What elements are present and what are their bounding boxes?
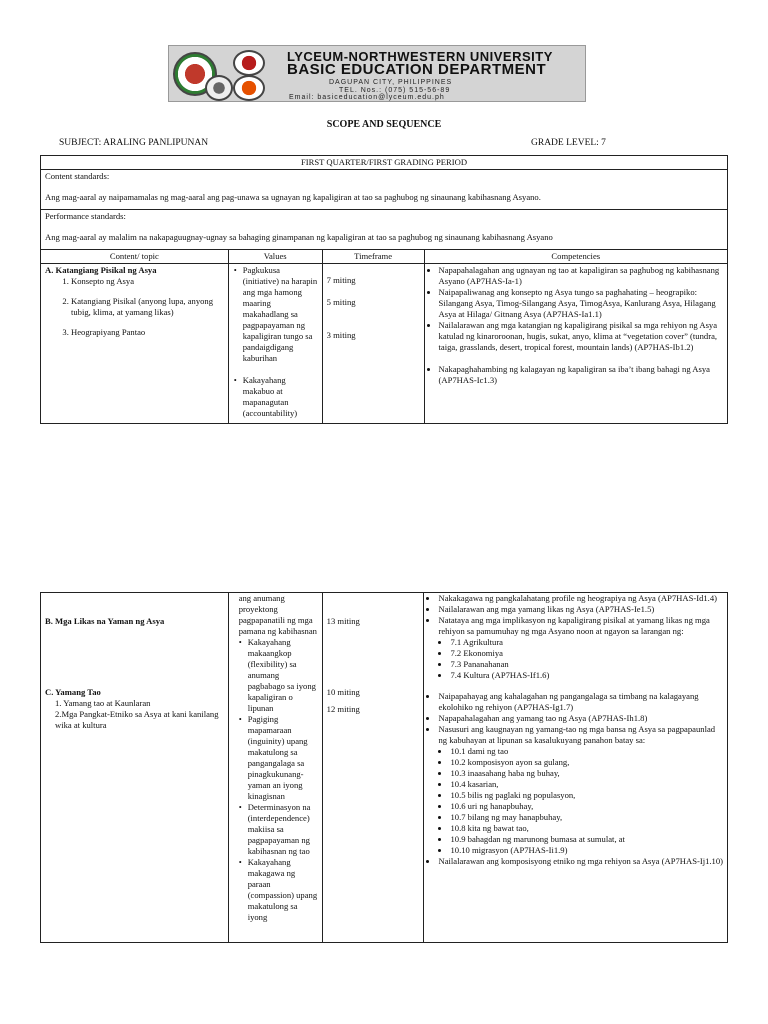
topic-item: 1. Konsepto ng Asya	[71, 276, 224, 287]
value-item: • Kakayahang makaangkop (flexibility) sa anumang pagbabago sa iyong kapaligiran o lipunan	[248, 637, 318, 714]
department-seal-icon	[205, 75, 233, 101]
sector-item: • 7.2 Ekonomiya	[450, 648, 723, 659]
topic-cell	[41, 264, 229, 424]
school-banner	[168, 45, 586, 102]
performance-standards-text: Ang mag-aaral ay malalim na nakapaguugnay-ugnay sa bahaging ginampanan ng kapaligiran at tao sa paghubog ng sinaunang kabihasnang Asyano	[45, 232, 553, 242]
timeframe-item: 5 miting	[326, 297, 356, 307]
column-header-topic: Content/ topic	[41, 250, 229, 264]
values-cell	[228, 264, 322, 424]
competency-item: • Naipapahayag ang kahalagahan ng pangangalaga sa timbang na kalagayang ekolohiko ng rehiyon (AP7HAS-Ig1.7)	[438, 691, 723, 713]
factor-item: • 10.10 migrasyon (AP7HAS-Ii1.9)	[450, 845, 723, 856]
sector-item: • 7.3 Pananahanan	[450, 659, 723, 670]
grade-level-label: GRADE LEVEL: 7	[531, 138, 606, 148]
timeframe-item: 12 miting	[326, 704, 360, 714]
competency-item: • Natataya ang mga implikasyon ng kapaligirang pisikal at yamang likas ng mga rehiyon sa pamumuhay ng mga Asyano noon at ngayon sa larangan ng:	[438, 615, 723, 637]
competency-item: • Nakapaghahambing ng kalagayan ng kapaligiran sa iba’t ibang bahagi ng Asya (AP7HAS-Ic1.3)	[439, 364, 723, 386]
topic-item: 3. Heograpiyang Pantao	[71, 327, 224, 338]
subject-label: SUBJECT: ARALING PANLIPUNAN	[59, 138, 209, 148]
document-title: SCOPE AND SEQUENCE	[326, 119, 442, 130]
university-name: LYCEUM-NORTHWESTERN UNIVERSITY	[287, 49, 553, 64]
column-header-timeframe: Timeframe	[322, 250, 424, 264]
column-header-competencies: Competencies	[424, 250, 727, 264]
timeframe-item: 3 miting	[326, 330, 356, 340]
topic-title: A. Katangiang Pisikal ng Asya	[45, 265, 157, 275]
column-header-values: Values	[228, 250, 322, 264]
competencies-cell	[424, 264, 727, 424]
sector-item: • 7.1 Agrikultura	[450, 637, 723, 648]
competency-item: • Napapahalagahan ang ugnayan ng tao at kapaligiran sa paghubog ng kabihasnang Asyano (AP7HAS-Ia-1)	[439, 265, 723, 287]
emblem-icon-2	[233, 75, 265, 101]
topic-title-resources: B. Mga Likas na Yaman ng Asya	[45, 616, 165, 626]
timeframe-cell-continued	[322, 593, 424, 943]
scope-table-first-quarter	[40, 155, 728, 424]
performance-standards-cell	[41, 210, 728, 250]
factor-item: • 10.1 dami ng tao	[450, 746, 723, 757]
value-item: • Kakayahang makagawa ng paraan (compassion) upang makatulong sa iyong	[248, 857, 318, 923]
topic-item: 1. Yamang tao at Kaunlaran	[55, 698, 151, 708]
content-standards-text: Ang mag-aaral ay naipamamalas ng mag-aaral ang pag-unawa sa ugnayan ng kapaligiran at tao sa paghubog ng sinaunang kabihasnang Asyano.	[45, 192, 541, 202]
factor-item: • 10.4 kasarian,	[450, 779, 723, 790]
factor-item: • 10.3 inaasahang haba ng buhay,	[450, 768, 723, 779]
competency-item: • Nailalarawan ang komposisyong etniko ng mga rehiyon sa Asya (AP7HAS-Ij1.10)	[438, 856, 723, 867]
competency-item: • Naipapaliwanag ang konsepto ng Asya tungo sa paghahating – heograpiko: Silangang Asya, Timog-Silangang Asya, TimogAsya, Kanlurang Asya, Hilagang Asya at Hilaga/ Gitnang Asya (AP7HAS-Ia1.1)	[439, 287, 723, 320]
department-name: BASIC EDUCATION DEPARTMENT	[287, 61, 547, 78]
value-item: • Kakayahang makabuo at mapanagutan (accountability)	[243, 375, 318, 419]
timeframe-item: 7 miting	[326, 275, 356, 285]
competency-item: • Nailalarawan ang mga katangian ng kapaligirang pisikal sa mga rehiyon ng Asya katulad ng kinaroroonan, hugis, sukat, anyo, klima at “vegetation cover” (tundra, taiga, grasslands, desert, tropical forest, mountain lands) (AP7HAS-Ib1.2)	[439, 320, 723, 353]
competencies-cell-continued	[424, 593, 728, 943]
timeframe-item: 10 miting	[326, 687, 360, 697]
topic-title-human-resources: C. Yamang Tao	[45, 687, 101, 697]
scope-table-continued	[40, 592, 728, 943]
topic-item: 2.Mga Pangkat-Etniko sa Asya at kani kanilang wika at kultura	[55, 709, 219, 730]
topic-item: 2. Katangiang Pisikal (anyong lupa, anyong tubig, klima, at yamang likas)	[71, 296, 224, 318]
content-standards-label: Content standards:	[45, 171, 110, 181]
value-item: • Determinasyon na (interdependence) makiisa sa pagpapayaman ng kabihasnan ng tao	[248, 802, 318, 857]
value-item: • Pagiging mapamaraan (inguinity) upang makatulong sa pangangalaga sa pinagkukunang-yaman an iyong kinagisnan	[248, 714, 318, 802]
school-location: DAGUPAN CITY, PHILIPPINES	[329, 79, 453, 86]
factor-item: • 10.9 bahagdan ng marunong bumasa at sumulat, at	[450, 834, 723, 845]
school-email: Email: basiceducation@lyceum.edu.ph	[289, 94, 445, 101]
factor-item: • 10.2 komposisyon ayon sa gulang,	[450, 757, 723, 768]
factor-item: • 10.5 bilis ng paglaki ng populasyon,	[450, 790, 723, 801]
topic-cell-continued	[41, 593, 229, 943]
emblem-icon	[233, 50, 265, 76]
grading-period-header: FIRST QUARTER/FIRST GRADING PERIOD	[41, 156, 728, 170]
school-telephone: TEL. Nos.: (075) 515-56-89	[339, 87, 451, 94]
competency-item: • Nailalarawan ang mga yamang likas ng Asya (AP7HAS-Ie1.5)	[438, 604, 723, 615]
timeframe-item: 13 miting	[326, 616, 360, 626]
sector-item: • 7.4 Kultura (AP7HAS-If1.6)	[450, 670, 723, 681]
value-item-continued: ang anumang proyektong pagpapanatili ng mga pamana ng kabihasnan	[238, 593, 317, 636]
values-cell-continued	[228, 593, 322, 943]
factor-item: • 10.8 kita ng bawat tao,	[450, 823, 723, 834]
factor-item: • 10.7 bilang ng may hanapbuhay,	[450, 812, 723, 823]
competency-item: • Nasusuri ang kaugnayan ng yamang-tao ng mga bansa ng Asya sa pagpapaunlad ng kabuhayan at lipunan sa kasalukuyang panahon batay sa:	[438, 724, 723, 746]
timeframe-cell	[322, 264, 424, 424]
competency-item: • Napapahalagahan ang yamang tao ng Asya (AP7HAS-Ih1.8)	[438, 713, 723, 724]
competency-item: • Nakakagawa ng pangkalahatang profile ng heograpiya ng Asya (AP7HAS-Id1.4)	[438, 593, 723, 604]
value-item: • Pagkukusa (initiative) na harapin ang mga hamong maaring makahadlang sa pagpapayaman ng kapaligiran tungo sa pandaigdigang kaburihan	[243, 265, 318, 364]
factor-item: • 10.6 uri ng hanapbuhay,	[450, 801, 723, 812]
content-standards-cell	[41, 170, 728, 210]
performance-standards-label: Performance standards:	[45, 211, 126, 221]
